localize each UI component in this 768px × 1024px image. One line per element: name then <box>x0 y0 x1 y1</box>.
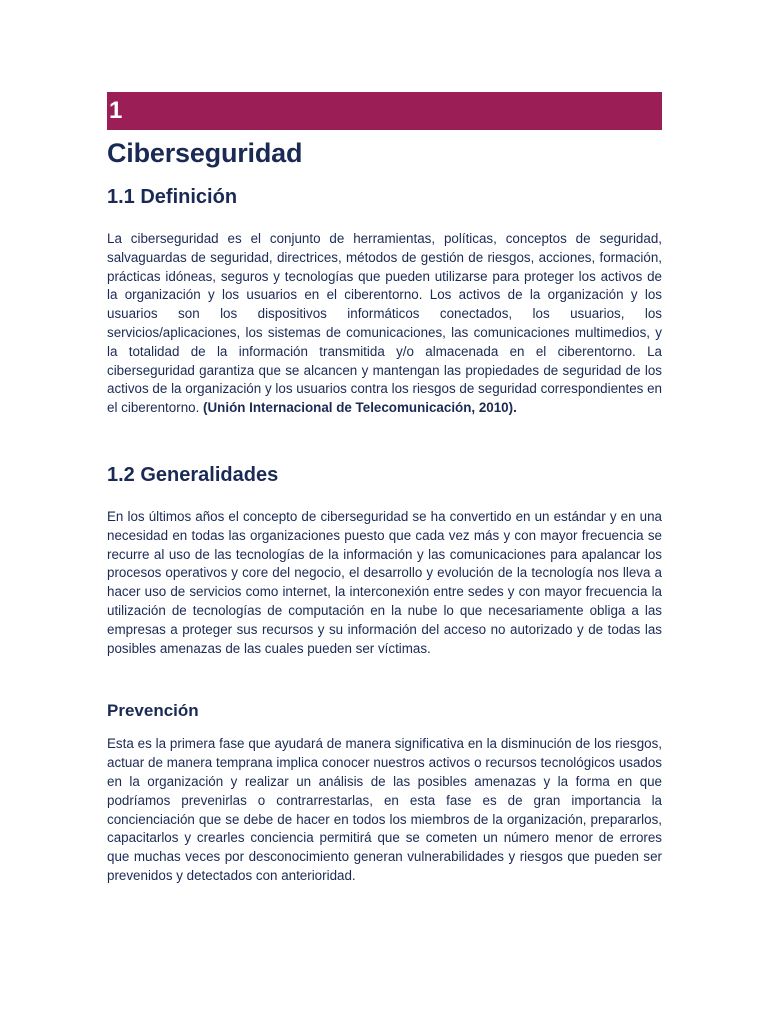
section-body-definicion <box>107 230 662 418</box>
section-title-definicion: 1.1 Definición <box>107 186 238 208</box>
definicion-text: La ciberseguridad es el conjunto de herramientas, políticas, conceptos de seguridad, salvaguardas de seguridad, directrices, métodos de gestión de riesgos, acciones, formación, prácticas idóneas, seguros y tecnologías que pueden utilizarse para proteger los activos de la organización y los usuarios en el ciberentorno. Los activos de la organización y los usuarios son los dispositivos informáticos conectados, los usuarios, los servicios/aplicaciones, los sistemas de comunicaciones, las comunicaciones multimedios, y la totalidad de la información transmitida y/o almacenada en el ciberentorno. La ciberseguridad garantiza que se alcancen y mantengan las propiedades de seguridad de los activos de la organización y los usuarios contra los riesgos de seguridad correspondientes en el ciberentorno. <box>107 231 662 416</box>
document-page <box>107 92 662 886</box>
chapter-title: Ciberseguridad <box>107 138 303 168</box>
chapter-number: 1 <box>109 97 123 124</box>
subsection-body-prevencion: Esta es la primera fase que ayudará de manera significativa en la disminución de los riesgos, actuar de manera temprana implica conocer nuestros activos o recursos tecnológicos usados en la organización y realizar un análisis de las posibles amenazas y la forma en que podríamos prevenirlas o contrarrestarlas, en esta fase es de gran importancia la concienciación que se debe de hacer en todos los miembros de la organización, prepararlos, capacitarlos y crearles conciencia permitirá que se cometen un número menor de errores que muchas veces por desconocimiento generan vulnerabilidades y riesgos que pueden ser prevenidos y detectados con anterioridad. <box>107 736 662 883</box>
definicion-citation: (Unión Internacional de Telecomunicación, 2010). <box>203 400 517 416</box>
section-body-generalidades: En los últimos años el concepto de ciberseguridad se ha convertido en un estándar y en una necesidad en todas las organizaciones puesto que cada vez más y con mayor frecuencia se recurre al uso de las tecnologías de la información y las comunicaciones para apalancar los procesos operativos y core del negocio, el desarrollo y evolución de la tecnología nos lleva a hacer uso de servicios como internet, la interconexión entre sedes y con mayor frecuencia la utilización de tecnologías de computación en la nube lo que necesariamente obliga a las empresas a proteger sus recursos y su información del acceso no autorizado y de todas las posibles amenazas de las cuales pueden ser víctimas. <box>107 508 662 656</box>
chapter-banner <box>107 92 662 130</box>
section-title-generalidades: 1.2 Generalidades <box>107 463 279 486</box>
subsection-title-prevencion: Prevención <box>107 701 199 721</box>
